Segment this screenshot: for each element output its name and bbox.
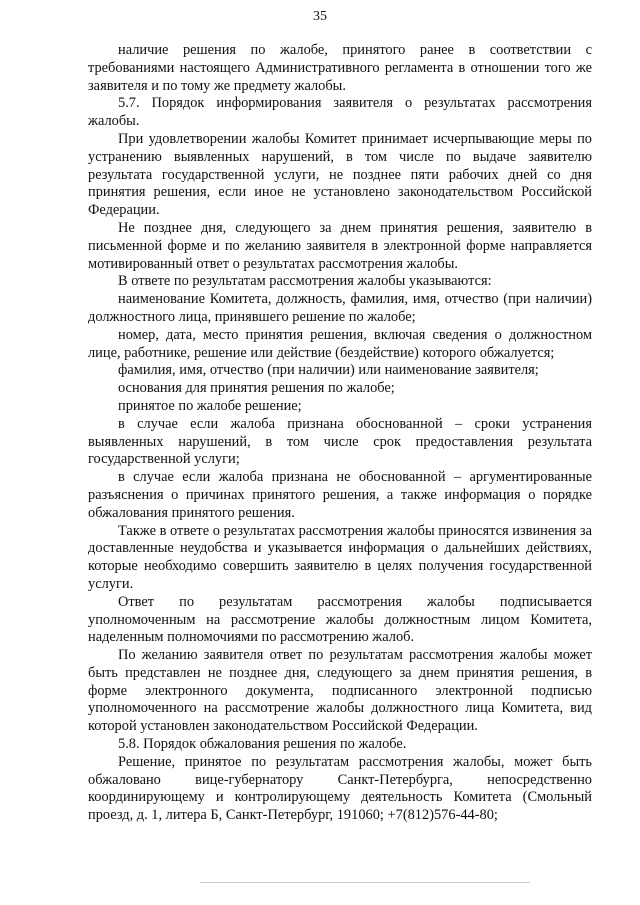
paragraph: По желанию заявителя ответ по результатам рассмотрения жалобы может быть представлен не позднее дня, следующего за днем принятия решения, в форме электронного документа, подписанного электронной подписью уполномоченного на рассмотрение жалобы должностного лица Комитета, вид которой установлен законодательством Российской Федерации. xyxy=(88,647,592,735)
document-body xyxy=(88,42,592,825)
list-item: принятое по жалобе решение; xyxy=(118,397,302,414)
paragraph: При удовлетворении жалобы Комитет принимает исчерпывающие меры по устранению выявленных нарушений, в том числе по выдаче заявителю результата государственной услуги, не позднее пяти рабочих дней со дня принятия решения, если иное не установлено законодательством Российской Федерации. xyxy=(88,130,592,219)
list-item: в случае если жалоба признана не обоснованной – аргументированные разъяснения о причинах принятого решения, а также информация о порядке обжалования принятого решения. xyxy=(88,469,592,521)
list-item: в случае если жалоба признана обоснованной – сроки устранения выявленных нарушений, в том числе срок предоставления результата государственной услуги; xyxy=(88,415,592,468)
section-heading-5-7: 5.7. Порядок информирования заявителя о результатах рассмотрения жалобы. xyxy=(88,95,592,130)
paragraph: В ответе по результатам рассмотрения жалобы указываются: xyxy=(118,273,492,290)
list-item: фамилия, имя, отчество (при наличии) или наименование заявителя; xyxy=(118,362,539,379)
paragraph: наличие решения по жалобе, принятого ранее в соответствии с требованиями настоящего Административного регламента в отношении того же заявителя и по тому же предмету жалобы. xyxy=(88,42,592,94)
list-item: наименование Комитета, должность, фамилия, имя, отчество (при наличии) должностного лица, принявшего решение по жалобе; xyxy=(88,291,592,325)
paragraph: Ответ по результатам рассмотрения жалобы подписывается уполномоченным на рассмотрение жалобы должностным лицом Комитета, наделенным полномочиями по рассмотрению жалоб. xyxy=(88,593,592,646)
section-heading-5-8: 5.8. Порядок обжалования решения по жалобе. xyxy=(118,736,407,753)
list-item: основания для принятия решения по жалобе; xyxy=(118,380,395,397)
paragraph: Решение, принятое по результатам рассмотрения жалобы, может быть обжаловано вице-губернатору Санкт-Петербурга, непосредственно координирующему и контролирующему деятельность Комитета (Смольный проезд, д. 1, литера Б, Санкт-Петербург, 191060; +7(812)576-44-80; xyxy=(88,753,592,824)
paragraph: Не позднее дня, следующего за днем принятия решения, заявителю в письменной форме и по желанию заявителя в электронной форме направляется мотивированный ответ о результатах рассмотрения жалобы. xyxy=(88,219,592,272)
bottom-scan-line xyxy=(200,882,530,883)
list-item: номер, дата, место принятия решения, включая сведения о должностном лице, работнике, решение или действие (бездействие) которого обжалуется; xyxy=(88,326,592,361)
page-number: 35 xyxy=(313,9,327,24)
paragraph: Также в ответе о результатах рассмотрения жалобы приносятся извинения за доставленные неудобства и указывается информация о дальнейших действиях, которые необходимо совершить заявителю в целях получения государственной услуги. xyxy=(88,522,592,592)
